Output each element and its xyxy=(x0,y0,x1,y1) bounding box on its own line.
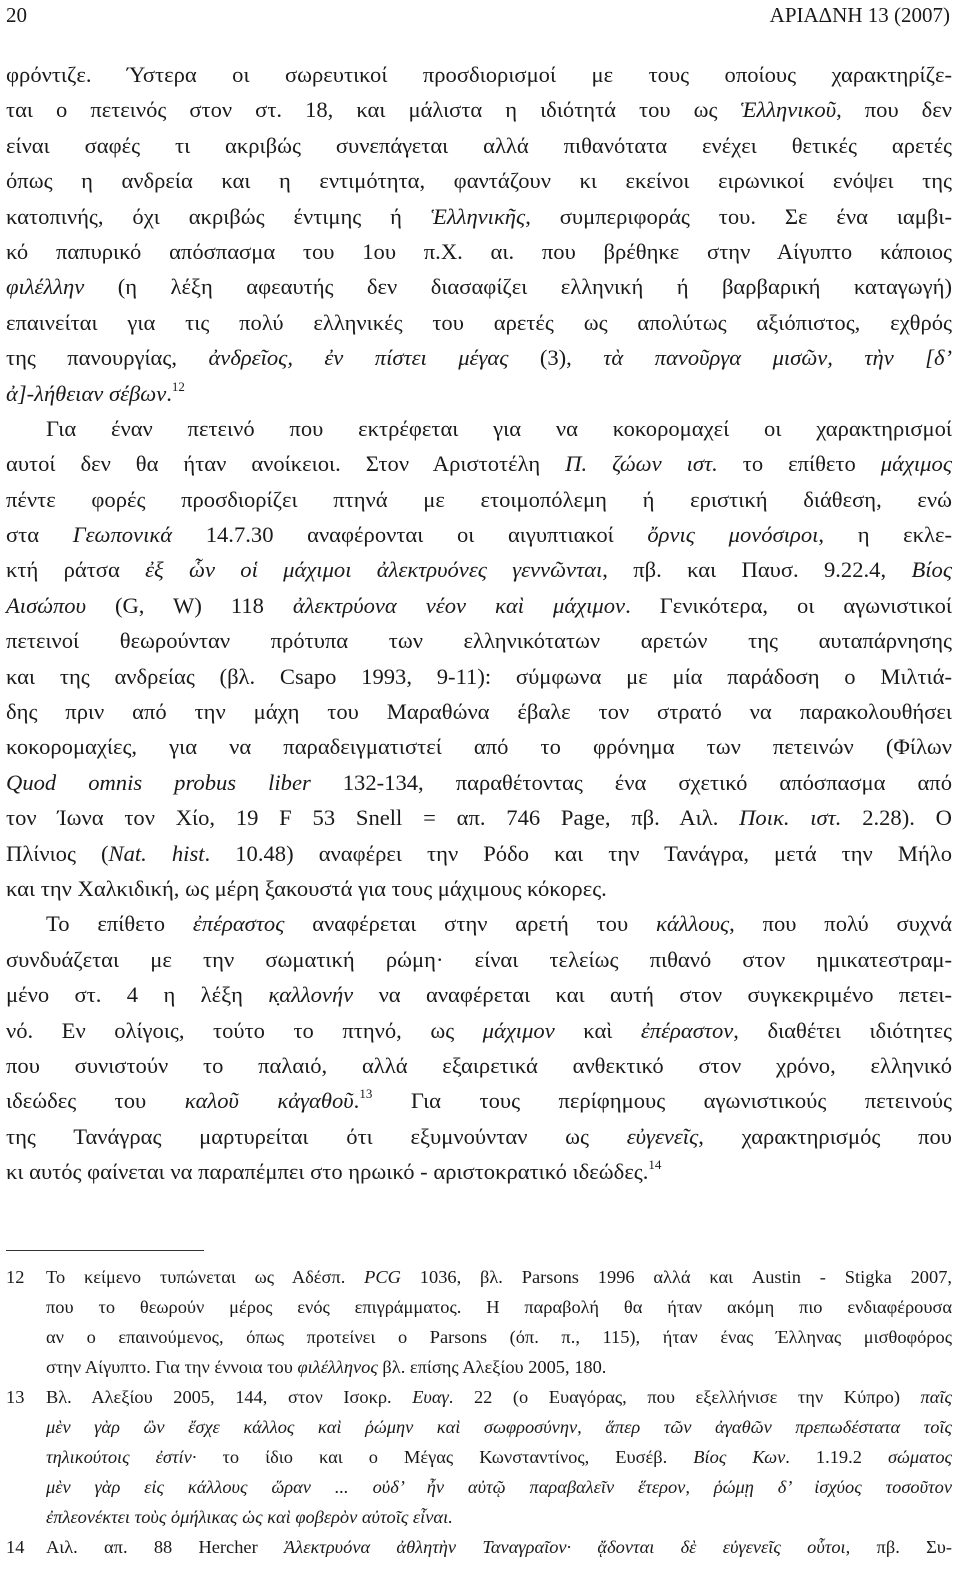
text-run: , χαρακτηρισμός που xyxy=(698,1123,952,1149)
text-run: στην Αίγυπτο. Για την έννοια του xyxy=(46,1357,298,1377)
italic-text: Αισώπου xyxy=(6,592,86,618)
text-run: ται ο πετεινός στον στ. 18, και μάλιστα η ιδιότητά του ως xyxy=(6,97,741,123)
italic-text: ἐπέραστον xyxy=(640,1017,734,1043)
italic-text: Ἑλληνικοῦ xyxy=(740,97,837,123)
italic-text: μάχιμος xyxy=(880,451,952,477)
text-line xyxy=(6,1083,952,1118)
italic-text: φιλέλλην xyxy=(6,274,85,300)
text-run: είναι σαφές τι ακριβώς συνεπάγεται αλλά πιθανότατα ενέχει θετικές αρετές xyxy=(6,132,952,158)
text-run: κτή ράτσα xyxy=(6,557,146,583)
footnote-number: 14 xyxy=(6,1537,25,1557)
text-run: το επίθετο xyxy=(717,451,881,477)
text-run: . 1.19.2 xyxy=(785,1447,888,1467)
text-run: και της ανδρείας (βλ. Csapo 1993, 9-11): σύμφωνα με μία παράδοση ο Μιλτιά- xyxy=(6,663,952,689)
text-run: (3), xyxy=(508,345,604,371)
journal-title: ΑΡΙΑΔΝΗ 13 (2007) xyxy=(769,2,950,27)
italic-text: Βίος Κων xyxy=(693,1447,786,1467)
italic-text: κ̣αλλονήν xyxy=(268,982,354,1008)
footnote-reference[interactable]: 14 xyxy=(648,1157,662,1173)
footnote-line xyxy=(46,1352,952,1382)
text-run: μένο στ. 4 η λέξη xyxy=(6,982,269,1008)
text-run: όπως η ανδρεία και η εντιμότητα, φαντάζουν κι εκείνοι ειρωνικοί ενόψει της xyxy=(6,168,952,194)
text-run: και την Χαλκιδική, ως μέρη ξακουστά για τους μάχιμους κόκορες. xyxy=(6,875,607,901)
footnote-number: 13 xyxy=(6,1387,25,1407)
text-run: 1036, βλ. Parsons 1996 αλλά και Austin - Stigka 2007, xyxy=(400,1267,952,1287)
footnote-line xyxy=(46,1472,952,1502)
footnote-line xyxy=(46,1292,952,1322)
text-line xyxy=(6,623,952,658)
text-line xyxy=(6,305,952,340)
page-number: 20 xyxy=(6,2,27,27)
text-line xyxy=(6,977,952,1012)
italic-text: Βίος xyxy=(911,557,952,583)
italic-text: Ποικ. ιστ. xyxy=(739,805,842,831)
text-run: 132-134, παραθέτοντας ένα σχετικό απόσπασμα από xyxy=(310,769,952,795)
text-run: νό. Εν ολίγοις, τούτο το πτηνό, ως xyxy=(6,1017,483,1043)
italic-text: φιλέλληνος xyxy=(297,1357,378,1377)
text-line xyxy=(6,552,952,587)
text-line xyxy=(6,942,952,977)
text-line xyxy=(6,588,952,623)
text-line xyxy=(6,1154,952,1189)
text-run: δης πριν από την μάχη του Μαραθώνα έβαλε τον στρατό να παρακολουθήσει xyxy=(6,699,952,725)
text-line xyxy=(6,836,952,871)
text-line xyxy=(6,1013,952,1048)
italic-text: ἐξ ὧν οἱ μάχιμοι ἀλεκτρυόνες γεννῶνται xyxy=(145,557,603,583)
text-line xyxy=(6,234,952,269)
footnote-separator xyxy=(6,1250,204,1251)
text-run: Το κείμενο τυπώνεται ως Αδέσπ. xyxy=(46,1267,365,1287)
text-run: καὶ xyxy=(554,1017,641,1043)
text-line xyxy=(6,1048,952,1083)
italic-text: Γεωπονικά xyxy=(72,522,173,548)
text-line xyxy=(6,57,952,92)
italic-text: μὲν γὰρ ὢν ἔσχε κάλλος καὶ ῥώμην καὶ σωφροσύνην, ἅπερ τῶν ἀγαθῶν πρεπωδέστατα τοῖς xyxy=(46,1417,952,1437)
text-run: τον Ίωνα τον Χίο, 19 F 53 Snell = απ. 746 Page, πβ. Αιλ. xyxy=(6,805,740,831)
text-run: (η λέξη αφεαυτής δεν διασαφίζει ελληνική ή βαρβαρική καταγωγή) xyxy=(84,274,952,300)
text-line xyxy=(6,163,952,198)
text-line xyxy=(6,906,952,941)
text-run: κοκορομαχίες, για να παραδειγματιστεί από το φρόνημα των πετεινών (Φίλων xyxy=(6,734,952,760)
text-run: που το θεωρούν μέρος ενός επιγράμματος. Η παραβολή θα ήταν ακόμη πιο ενδιαφέρουσα xyxy=(46,1297,952,1317)
italic-text: Π. ζώων ιστ. xyxy=(565,451,718,477)
text-run: κό παπυρικό απόσπασμα του 1ου π.Χ. αι. που βρέθηκε στην Αίγυπτο κάποιος xyxy=(6,238,952,264)
footnote-reference[interactable]: 12 xyxy=(171,378,185,394)
text-run: , διαθέτει ιδιότητες xyxy=(733,1017,952,1043)
text-run: Αιλ. απ. 88 Hercher xyxy=(46,1537,284,1557)
text-line xyxy=(6,482,952,517)
text-line xyxy=(6,411,952,446)
text-line xyxy=(6,92,952,127)
footnote-13 xyxy=(6,1382,952,1532)
text-line xyxy=(6,128,952,163)
text-run: πέντε φορές προσδιορίζει πτηνά με ετοιμοπόλεμη ή εριστική διάθεση, ενώ xyxy=(6,486,952,512)
text-run: συνδυάζεται με την σωματική ρώμη· είναι τελείως πιθανό στον ημικατεστραμ- xyxy=(6,946,952,972)
main-text xyxy=(6,57,952,1190)
text-run: αυτοί δεν θα ήταν ανοίκειοι. Στον Αριστοτέλη xyxy=(6,451,566,477)
text-line xyxy=(6,871,952,906)
italic-text: ἀλεκτρύονα νέον καὶ μάχιμον xyxy=(292,592,626,618)
italic-text: τὰ πανοῦργα μισῶν, τὴν [δ’ xyxy=(603,345,952,371)
italic-text: ἀ]-λήθειαν σέβων xyxy=(6,380,167,406)
text-run: . 10.48) αναφέρει την Ρόδο και την Τανάγρα, μετά την Μήλο xyxy=(204,840,953,866)
text-run: κατοπινής, όχι ακριβώς έντιμης ή xyxy=(6,203,431,229)
italic-text: ἐπλεονέκτει τοὺς ὁμήλικας ὡς καὶ φοβερὸν αὐτοῖς εἶναι. xyxy=(46,1507,453,1527)
footnotes xyxy=(6,1262,952,1562)
italic-text: ἀνδρεῖος, ἐν πίστει μέγας xyxy=(208,345,509,371)
text-run: αν ο επαινούμενος, όπως προτείνει ο Parsons (όπ. π., 115), ήταν ένας Έλληνας μισθοφόρος xyxy=(46,1327,952,1347)
footnote-line xyxy=(46,1532,952,1562)
footnote-14 xyxy=(6,1532,952,1562)
italic-text: ὄρνις μονόσιροι xyxy=(647,522,819,548)
text-line xyxy=(6,376,952,411)
text-line xyxy=(6,340,952,375)
text-run: , που πολύ συχνά xyxy=(729,911,953,937)
footnote-line xyxy=(46,1502,952,1532)
footnote-line xyxy=(46,1412,952,1442)
text-run: , συμπεριφοράς του. Σε ένα ιαμβι- xyxy=(525,203,952,229)
text-line xyxy=(6,765,952,800)
text-line xyxy=(6,659,952,694)
text-run: 14.7.30 αναφέρονται οι αιγυπτιακοί xyxy=(172,522,648,548)
text-run: της Τανάγρας μαρτυρείται ότι εξυμνούνταν ως xyxy=(6,1123,627,1149)
italic-text: ἐπέραστος xyxy=(192,911,285,937)
text-run: της πανουργίας, xyxy=(6,345,209,371)
italic-text: τηλικούτοις ἐστίν· xyxy=(46,1447,197,1467)
text-run: να αναφέρεται και αυτή στον συγκεκριμένο πετει- xyxy=(353,982,952,1008)
text-line xyxy=(6,517,952,552)
text-run: Για έναν πετεινό που εκτρέφεται για να κοκορομαχεί οι χαρακτηρισμοί xyxy=(46,415,952,441)
text-run: ιδεώδες του xyxy=(6,1088,185,1114)
italic-text: κάλλους xyxy=(656,911,730,937)
text-run: φρόντιζε. Ύστερα οι σωρευτικοί προσδιορισμοί με τους οποίους χαρακτηρίζε- xyxy=(6,62,952,87)
footnote-line xyxy=(46,1382,952,1412)
italic-text: μὲν γὰρ εἰς κάλλους ὥραν ... οὐδ’ ἦν αὐτῷ παραβαλεῖν ἕτερον, ῥώμῃ δ’ ἰσχύος τοσοῦτον xyxy=(46,1477,952,1497)
text-run: το ίδιο και ο Μέγας Κωνσταντίνος, Ευσέβ. xyxy=(196,1447,694,1467)
italic-text: Nat. hist xyxy=(108,840,205,866)
text-run: 2.28). Ο xyxy=(841,805,952,831)
italic-text: μάχιμον xyxy=(482,1017,555,1043)
text-line xyxy=(6,729,952,764)
italic-text: Ἀλεκτρυόνα ἀθλητὴν Ταναγραῖον· ᾄδονται δὲ εὐγενεῖς οὗτοι xyxy=(284,1537,846,1557)
text-run: . xyxy=(166,380,172,406)
text-run: Για τους περίφημους αγωνιστικούς πετεινούς xyxy=(372,1088,953,1114)
text-run: , πβ. και Παυσ. 9.22.4, xyxy=(602,557,912,583)
text-run: , που δεν xyxy=(836,97,953,123)
text-line xyxy=(6,446,952,481)
italic-text: Quod omnis probus liber xyxy=(6,769,311,795)
italic-text: καλοῦ κἀγαθοῦ xyxy=(184,1088,354,1114)
footnote-line xyxy=(46,1442,952,1472)
text-run: , πβ. Συ- xyxy=(845,1537,953,1557)
italic-text: παῖς xyxy=(920,1387,952,1407)
text-run: (G, W) 118 xyxy=(85,592,293,618)
text-run: αναφέρεται στην αρετή του xyxy=(284,911,656,937)
text-run: επαινείται για τις πολύ ελληνικές του αρετές ως απολύτως αξιόπιστος, εχθρός xyxy=(6,309,952,335)
italic-text: εὐγενεῖς xyxy=(626,1123,699,1149)
footnote-line xyxy=(46,1322,952,1352)
running-header xyxy=(6,0,950,30)
text-run: Πλίνιος ( xyxy=(6,840,109,866)
text-run: . Γενικότερα, οι αγωνιστικοί xyxy=(625,592,952,618)
text-run: που συνιστούν το παλαιό, αλλά εξαιρετικά ανθεκτικό στον χρόνο, ελληνικό xyxy=(6,1052,952,1078)
footnote-12 xyxy=(6,1262,952,1382)
footnote-line xyxy=(46,1262,952,1292)
italic-text: Ευαγ xyxy=(412,1387,449,1407)
text-run: στα xyxy=(6,522,73,548)
footnote-number: 12 xyxy=(6,1267,25,1287)
text-run: Το επίθετο xyxy=(46,911,193,937)
text-line xyxy=(6,694,952,729)
italic-text: Ἑλληνικῆς xyxy=(430,203,526,229)
text-run: . xyxy=(353,1088,360,1114)
text-run: , η εκλε- xyxy=(818,522,952,548)
footnote-reference[interactable]: 13 xyxy=(359,1086,373,1102)
text-line xyxy=(6,800,952,835)
text-line xyxy=(6,1119,952,1154)
text-line xyxy=(6,269,952,304)
italic-text: σώματος xyxy=(887,1447,952,1467)
text-line xyxy=(6,199,952,234)
italic-text: PCG xyxy=(364,1267,401,1287)
text-run: . 22 (ο Ευαγόρας, που εξελλήνισε την Κύπρο) xyxy=(448,1387,921,1407)
text-run: βλ. επίσης Αλεξίου 2005, 180. xyxy=(377,1357,607,1377)
text-run: κι αυτός φαίνεται να παραπέμπει στο ηρωικό - αριστοκρατικό ιδεώδες. xyxy=(6,1159,649,1185)
text-run: Βλ. Αλεξίου 2005, 144, στον Ισοκρ. xyxy=(46,1387,413,1407)
text-run: πετεινοί θεωρούνταν πρότυπα των ελληνικότατων αρετών της αυταπάρνησης xyxy=(6,628,952,654)
